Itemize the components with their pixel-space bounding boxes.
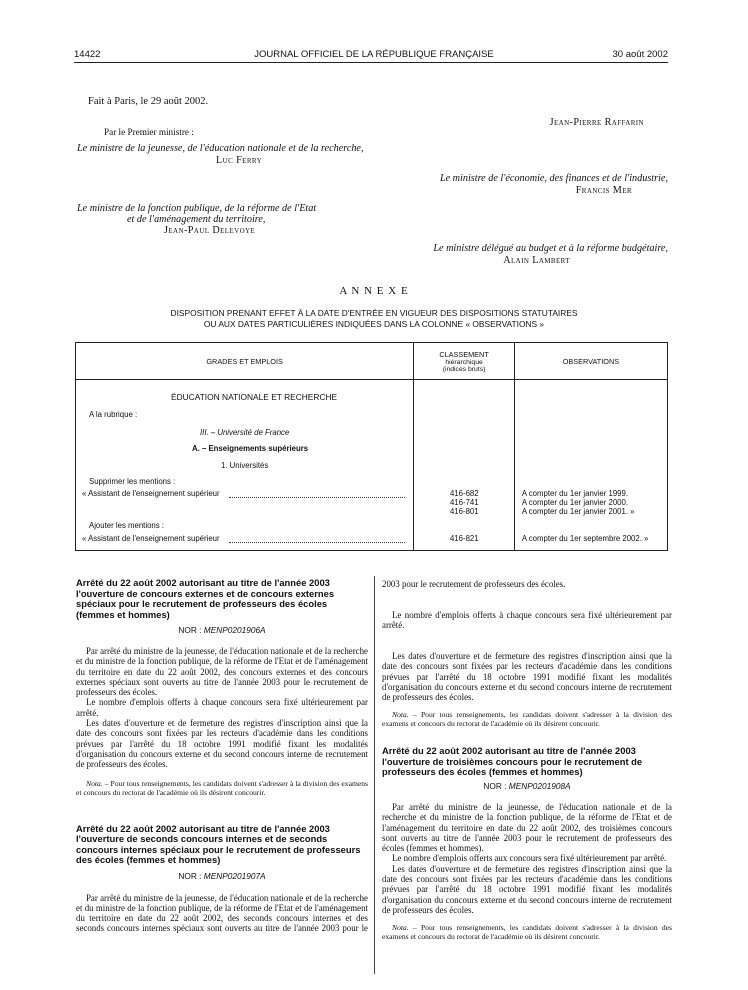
journal-title: JOURNAL OFFICIEL DE LA RÉPUBLIQUE FRANÇAISE [254,49,494,60]
table-header-row [76,343,668,380]
fonction-minister-name: Jean-Paul Delevoye [164,225,256,236]
budget-minister-name: Alain Lambert [503,255,570,266]
header-grades: GRADES ET EMPLOIS [76,343,414,380]
article2-nor [76,871,368,881]
article3-note [382,923,672,941]
fonction-minister-title-1: Le ministre de la fonction publique, de la réforme de l'Etat [77,203,317,214]
article1-note [76,779,368,797]
annexe-title: A N N E X E [339,285,409,297]
place-date: Fait à Paris, le 29 août 2002. [88,96,209,107]
header-classement [414,343,515,380]
page-date: 30 août 2002 [612,49,668,60]
row2-label: « Assistant de l'enseignement supérieur [82,534,220,543]
education-minister-name: Luc Ferry [216,155,263,166]
article2-nor-label: NOR : [178,870,202,881]
header-observations: OBSERVATIONS [514,343,667,380]
article3-note-text: – Pour tous renseignements, les candidats doivent s'adresser à la division des examens et concours du rectorat de l'académie où ils désirent concourir. [382,923,672,942]
article2-body-start [76,893,368,933]
row1-obs-1: A compter du 1er janvier 1999. [521,489,629,498]
education-minister-title: Le ministre de la jeunesse, de l'éducation nationale et de la recherche, [77,143,364,154]
article1-nor-label: NOR : [178,625,202,635]
header-rule [74,62,668,63]
section-title: ÉDUCATION NATIONALE ET RECHERCHE [171,392,338,402]
article1-nor-code: MENP0201906A [203,625,266,635]
article2-title: Arrêté du 22 août 2002 autorisant au titre de l'année 2003 l'ouverture de seconds concours internes et de seconds concours internes spéciaux pour le recrutement de professeurs des écoles (femmes et hommes) [76,822,361,866]
ajouter-label: Ajouter les mentions : [89,521,164,530]
level-1: 1. Universités [221,461,269,470]
article3-note-label: Nota. [392,923,409,933]
article1-paragraph-2: Le nombre d'emplois offerts à chaque concours sera fixé ultérieurement par arrêté. [76,697,368,718]
article3-nor [382,781,672,791]
column-divider [374,576,375,974]
row1-obs-2: A compter du 1er janvier 2000. [521,498,629,507]
article1-note-label: Nota. [86,778,103,788]
article2-paragraph-3: Les dates d'ouverture et de fermeture des registres d'inscription ainsi que la date des concours sont fixées par les recteurs d'académie dans les conditions prévues par l'arrêté du 18 octobre 1991 modifié fixant les modalités d'organisation du concours externe et du second concours interne de recrutement de professeurs des écoles. [382,651,672,703]
page-number: 14422 [74,49,101,60]
grades-table [75,342,668,551]
fonction-minister-title-2: et de l'aménagement du territoire, [127,214,266,225]
economie-minister-name: Francis Mer [575,185,632,196]
article2-note [382,710,672,728]
pm-name: Jean-Pierre Raffarin [549,117,644,128]
row2-index: 416-821 [449,534,479,543]
row1-obs-3: A compter du 1er janvier 2001. » [521,507,635,516]
annexe-subtitle-2: OU AUX DATES PARTICULIÈRES INDIQUÉES DANS LA COLONNE « OBSERVATIONS » [203,319,545,329]
header-classement-2: hiérarchique [445,358,483,366]
article3-paragraph-1: Par arrêté du ministre de la jeunesse, de l'éducation nationale et de la recherche et du ministre de la fonction publique, de la réforme de l'Etat et de l'aménagement du territoire en date du 22 août 2002, des troisièmes concours sont ouverts au titre de l'année 2003 pour le recrutement de professeurs des écoles (femmes et hommes). [382,801,672,854]
level-iii: III. – Université de France [200,428,290,437]
row2-leader-dots [229,542,405,543]
article2-continuation [382,579,672,651]
level-a: A. – Enseignements supérieurs [192,444,309,453]
row1-label: « Assistant de l'enseignement supérieur [82,489,220,498]
article1-nor [76,625,368,635]
article2-paragraph-1-cont: 2003 pour le recrutement de professeurs des écoles. [382,579,566,590]
row1-index-1: 416-682 [449,489,479,498]
budget-minister-title: Le ministre délégué au budget et à la réforme budgétaire, [433,243,668,254]
article3-nor-code: MENP0201908A [508,780,571,791]
article2-paragraph-2: Le nombre d'emplois offerts à chaque concours sera fixé ultérieurement par arrêté. [382,610,672,631]
article1-note-text: – Pour tous renseignements, les candidats doivent s'adresser à la division des examens et concours du rectorat de l'académie où ils désirent concourir. [76,778,368,797]
article2-nor-code: MENP0201907A [203,870,266,881]
economie-minister-title: Le ministre de l'économie, des finances et de l'industrie, [439,173,668,184]
table-body-row [76,380,668,551]
article3-paragraph-2: Le nombre d'emplois offerts aux concours sera fixé ultérieurement par arrêté. [392,853,667,864]
annexe-subtitle-1: DISPOSITION PRENANT EFFET À LA DATE D'ENTRÉE EN VIGUEUR DES DISPOSITIONS STATUTAIRES [170,308,578,318]
article1-paragraph-1: Par arrêté du ministre de la jeunesse, de l'éducation nationale et de la recherche et du ministre de la fonction publique, de la réforme de l'Etat et de l'aménagement du territoire en date du 22 août 2002, des concours externes et des concours externes spéciaux sont ouverts au titre de l'année 2003 pour le recrutement de professeurs des écoles. [76,646,368,698]
header-classement-3: (indices bruts) [442,365,486,373]
row2-obs: A compter du 1er septembre 2002. » [521,534,649,543]
par-premier-ministre: Par le Premier ministre : [104,127,194,137]
article2-paragraph-1: Par arrêté du ministre de la jeunesse, de l'éducation nationale et de la recherche et du ministre de la fonction publique, de la réforme de l'Etat et de l'aménagement du territoire en date du 22 août 2002, des seconds concours internes et des seconds concours internes spéciaux sont ouverts au titre de l'année 2003 pour le [76,892,368,933]
article1-paragraph-3: Les dates d'ouverture et de fermeture des registres d'inscription ainsi que la date des concours sont fixées par les recteurs d'académie dans les conditions prévues par l'arrêté du 18 octobre 1991 modifié fixant les modalités d'organisation du concours externe et du second concours interne de recrutement de professeurs des écoles. [76,718,368,770]
row1-index-2: 416-741 [449,498,479,507]
article1-title: Arrêté du 22 août 2002 autorisant au titre de l'année 2003 l'ouverture de concours externes et de concours externes spéciaux pour le recrutement de professeurs des écoles (femmes et hommes) [76,577,335,620]
article3-nor-label: NOR : [483,780,507,791]
supprimer-label: Supprimer les mentions : [89,477,176,486]
header-classement-1: CLASSEMENT [439,349,489,359]
article3-title: Arrêté du 22 août 2002 autorisant au titre de l'année 2003 l'ouverture de troisièmes concours pour le recrutement de professeurs des écoles (femmes et hommes) [382,745,643,778]
row1-index-3: 416-801 [449,507,479,516]
right-column [382,579,672,941]
article2-note-label: Nota. [392,710,409,720]
left-column [76,578,368,933]
rubrique-label: A la rubrique : [89,410,138,419]
row1-leader-dots [229,497,405,498]
article2-note-text: – Pour tous renseignements, les candidats doivent s'adresser à la division des examens et concours du rectorat de l'académie où ils désirent concourir. [382,710,672,729]
article3-paragraph-3: Les dates d'ouverture et de fermeture des registres d'inscription ainsi que la date des concours sont fixées par les recteurs d'académie dans les conditions prévues par l'arrêté du 18 octobre 1991 modifié fixant les modalités d'organisation du concours externe et du second concours interne de recrutement de professeurs des écoles. [382,863,672,915]
